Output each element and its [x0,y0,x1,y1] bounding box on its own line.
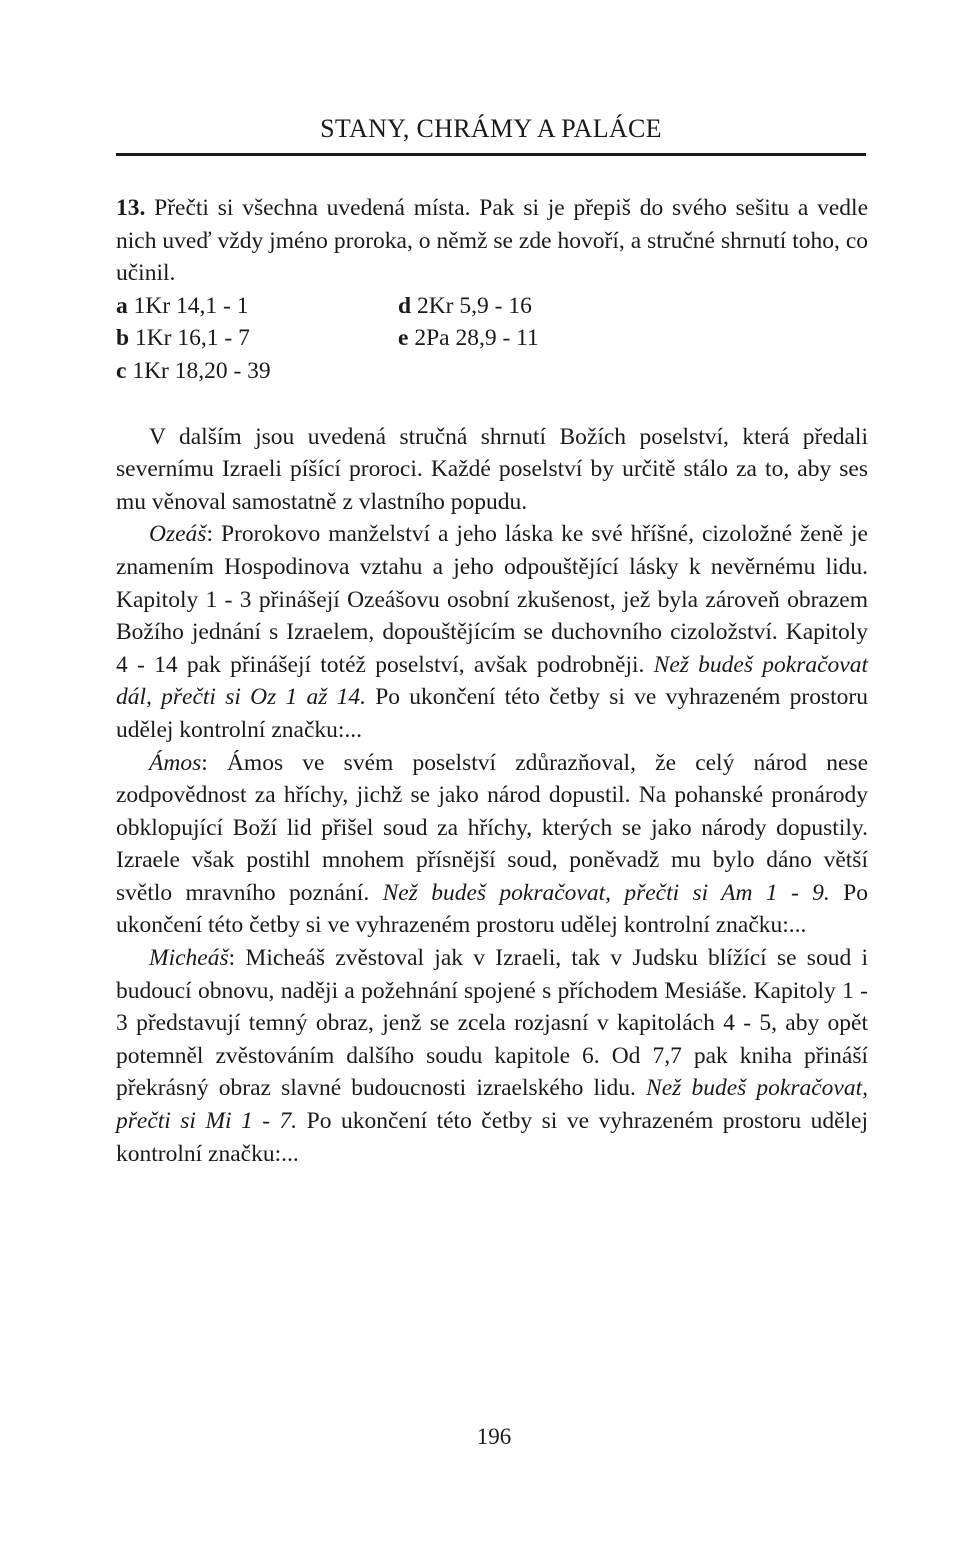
section-ozeas [116,518,868,746]
reference-item [116,322,398,355]
section-text: : Ámos ve svém poselství zdůrazňoval, že celý národ nese zodpovědnost za hříchy, jichž se jako národ dopustil. Na pohanské pronárody obklopující Boží lid přišel soud za hříchy, kterých se jako národy dopustily. Izraele však postihl mnohem přísnější soud, poněvadž mu bylo dáno větší světlo mravního poznání. [116,749,868,906]
reference-item [116,290,398,323]
task-text: Přečti si všechna uvedená místa. Pak si je přepiš do svého sešitu a vedle nich uveď vždy jméno proroka, o němž se zde hovoří, a stručné shrnutí toho, co učinil. [116,195,868,287]
section-tail: Po ukončení této četby si ve vyhrazeném prostoru udělej kontrolní značku:... [116,879,868,939]
reference-item [116,355,398,388]
running-header: STANY, CHRÁMY A PALÁCE [320,114,662,143]
reference-text: 1Kr 16,1 - 7 [129,325,250,352]
reference-letter: c [116,357,127,384]
header-rule [116,153,866,156]
section-text: : Prorokovo manželství a jeho láska ke své hříšné, cizoložné ženě je znamením Hospodinova vztahu a jeho odpouštějící lásky k nevěrnému lidu. Kapitoly 1 - 3 přinášejí Ozeášovu osobní zkušenost, jež byla zároveň obrazem Božího jednání s Izraelem, dopouštějícím se duchovního cizoložství. Kapitoly 4 - 14 pak přinášejí totéž poselství, avšak podrobněji. [116,521,868,678]
reference-list [116,290,868,388]
task-paragraph [116,192,868,290]
prophet-name: Ámos [149,749,202,776]
reference-text: 1Kr 14,1 - 1 [127,292,249,319]
reference-item [398,322,698,355]
prophet-name: Micheáš [149,945,229,972]
reference-item [398,290,698,323]
section-tail: Po ukončení této četby si ve vyhrazeném prostoru udělej kontrolní značku:... [116,684,868,743]
reference-text: 2Pa 28,9 - 11 [408,325,539,352]
section-text: : Micheáš zvěstoval jak v Izraeli, tak v Judsku blížící se soud i budoucí obnovu, naději a požehnání spojené s příchodem Mesiáše. Kapitoly 1 - 3 představují temný obraz, jenž se zcela rozjasní v kapitolách 4 - 5, aby opět potemněl zvěstováním dalšího soudu kapitole 6. Od 7,7 pak kniha přináší překrásný obraz slavné budoucnosti izraelského lidu. [116,945,868,1102]
task-number: 13. [116,195,146,221]
reference-letter: a [116,292,128,319]
reference-letter: e [398,325,409,352]
section-micheas [116,942,868,1170]
reading-instruction: Než budeš pokračovat, přečti si Am 1 - 9. [382,879,830,906]
reference-text: 1Kr 18,20 - 39 [126,357,271,384]
intro-paragraph: V dalším jsou uvedená stručná shrnutí Božích poselství, která předali severnímu Izraeli píšící proroci. Každé poselství by určitě stálo za to, aby ses mu věnoval samostatně z vlastního popudu. [116,423,868,515]
prophet-name: Ozeáš [149,521,207,548]
reference-letter: d [398,292,412,319]
reference-letter: b [116,325,130,352]
section-amos [116,747,868,943]
page-number: 196 [476,1424,512,1449]
reference-text: 2Kr 5,9 - 16 [411,292,532,319]
page-content [116,192,868,1170]
section-tail: Po ukončení této četby si ve vyhrazeném prostoru udělej kontrolní značku:... [116,1108,869,1167]
reading-instruction: Než budeš pokračovat dál, přečti si Oz 1 až 14. [116,651,868,711]
reading-instruction: Než budeš pokračovat, přečti si Mi 1 - 7. [116,1075,868,1135]
